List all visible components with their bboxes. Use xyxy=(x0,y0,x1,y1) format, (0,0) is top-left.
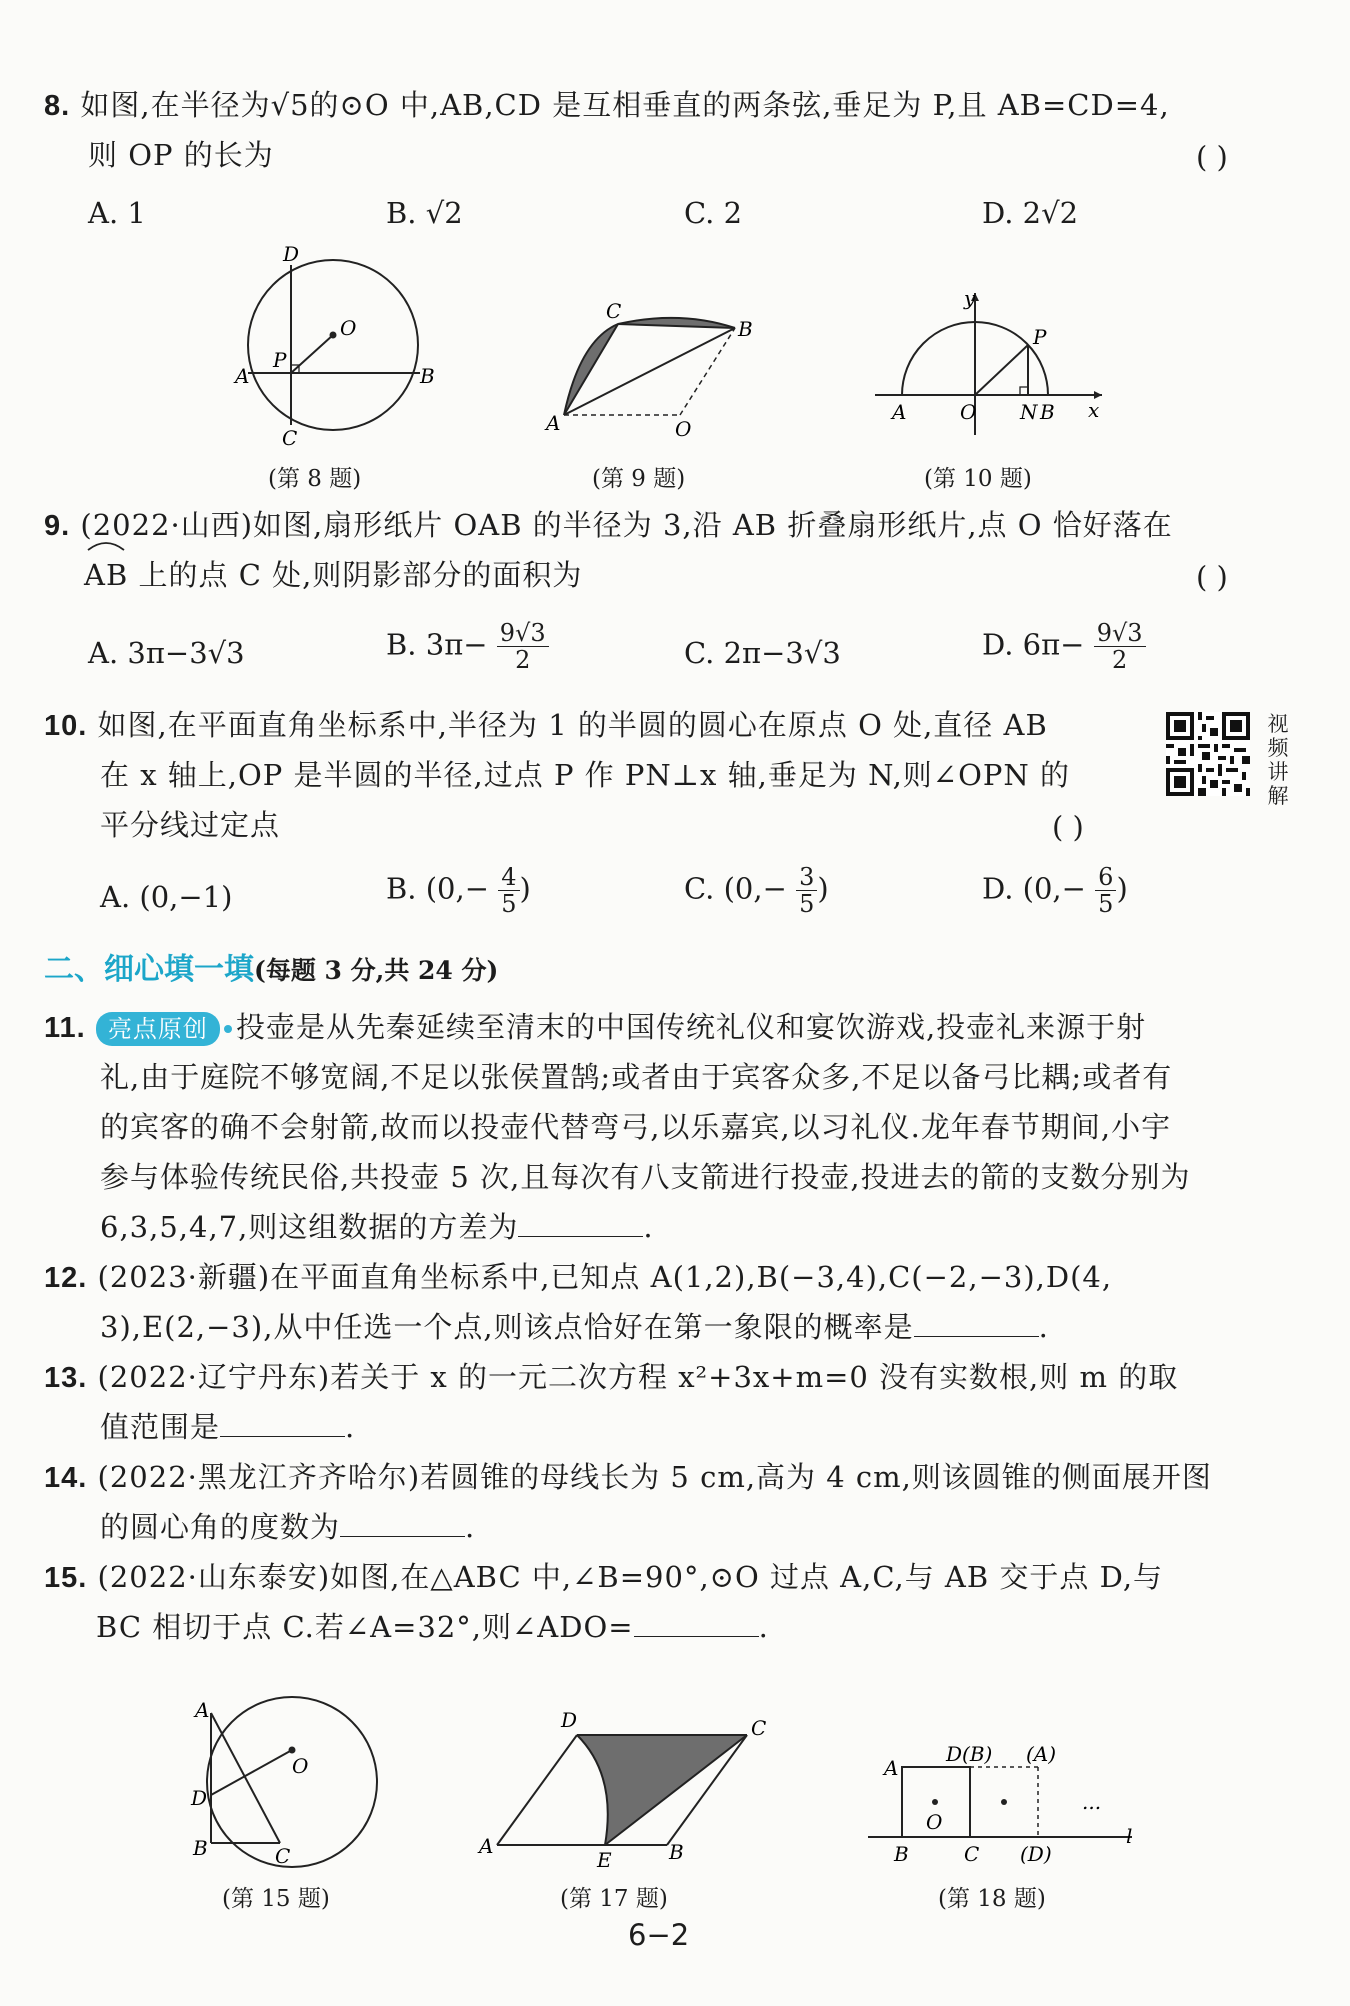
q13-number: 13. xyxy=(44,1362,88,1394)
f8-label-d: D xyxy=(283,242,300,266)
figure-17-caption: (第 17 题) xyxy=(560,1886,668,1912)
q12-text-1: (2023·新疆)在平面直角坐标系中,已知点 A(1,2),B(−3,4),C(−2,−3),D(4, xyxy=(97,1260,1113,1294)
figure-8-caption: (第 8 题) xyxy=(268,466,362,492)
q9-line1 xyxy=(44,500,1173,551)
video-label-char-2: 频 xyxy=(1267,736,1289,760)
f18-label-db: D(B) xyxy=(946,1742,993,1766)
q10-option-d xyxy=(982,864,1128,917)
f15-label-c: C xyxy=(275,1844,291,1868)
q11-line2: 礼,由于庭院不够宽阔,不足以张侯置鹄;或者由于宾客众多,不足以备弓比耦;或者有 xyxy=(100,1060,1173,1094)
q10-option-c xyxy=(684,864,829,917)
q12-line1 xyxy=(44,1252,1112,1303)
f17-label-e: E xyxy=(597,1848,612,1872)
figure-18-caption: (第 18 题) xyxy=(938,1886,1046,1912)
q10-line1 xyxy=(44,700,1048,751)
q8-line2: 则 OP 的长为 xyxy=(88,138,274,172)
q10-option-d-prefix: D. (0,− xyxy=(982,871,1086,906)
q10-option-b-numerator: 4 xyxy=(498,864,519,891)
f8-label-o: O xyxy=(340,316,357,340)
q12-text-2: 3),E(2,−3),从中任选一个点,则该点恰好在第一象限的概率是 xyxy=(100,1310,914,1344)
q9-option-b xyxy=(386,620,549,673)
q14-answer-blank[interactable] xyxy=(340,1508,465,1537)
f15-label-o: O xyxy=(292,1754,309,1778)
q12-line2 xyxy=(100,1302,1049,1352)
q8-option-a: A. 1 xyxy=(88,196,146,230)
q10-option-b-denominator: 5 xyxy=(501,890,517,918)
q12-answer-blank[interactable] xyxy=(914,1308,1039,1337)
q10-line3: 平分线过定点 xyxy=(100,808,281,842)
q10-option-c-prefix: C. (0,− xyxy=(684,871,787,906)
q8-line1 xyxy=(44,80,1170,131)
f15-label-d: D xyxy=(191,1786,208,1810)
f9-label-a: A xyxy=(546,411,561,435)
q8-number: 8. xyxy=(44,90,71,122)
q14-text-1: (2022·黑龙江齐齐哈尔)若圆锥的母线长为 5 cm,高为 4 cm,则该圆锥的侧面展开图 xyxy=(97,1460,1212,1494)
video-explanation-label[interactable] xyxy=(1264,712,1292,808)
q10-option-b xyxy=(386,864,531,917)
q8-option-b: B. √2 xyxy=(386,196,463,230)
figure-17 xyxy=(475,1695,775,1875)
q8-option-c: C. 2 xyxy=(684,196,743,230)
q12-number: 12. xyxy=(44,1262,88,1294)
f15-label-a: A xyxy=(195,1698,210,1722)
q13-line1 xyxy=(44,1352,1178,1403)
f9-label-c: C xyxy=(606,299,622,323)
q13-line2 xyxy=(100,1402,355,1452)
q9-option-b-denominator: 2 xyxy=(515,646,531,674)
f9-label-b: B xyxy=(738,317,753,341)
figure-10 xyxy=(870,285,1110,440)
q9-text-1: (2022·山西)如图,扇形纸片 OAB 的半径为 3,沿 AB 折叠扇形纸片,点 O 恰好落在 xyxy=(80,508,1173,542)
q10-option-d-numerator: 6 xyxy=(1095,864,1116,891)
q10-option-c-fraction xyxy=(796,864,817,917)
q9-option-b-prefix: B. 3π− xyxy=(386,627,488,662)
f10-label-a: A xyxy=(892,400,907,424)
f10-label-b: B xyxy=(1040,400,1055,424)
q10-number: 10. xyxy=(44,710,88,742)
q14-text-2: 的圆心角的度数为 xyxy=(100,1510,341,1544)
f18-label-c: C xyxy=(964,1842,980,1866)
section-2-title: 二、细心填一填 xyxy=(44,952,254,987)
video-label-char-4: 解 xyxy=(1267,784,1289,808)
section-2-header xyxy=(44,944,498,988)
q15-number: 15. xyxy=(44,1562,88,1594)
f15-label-b: B xyxy=(193,1836,208,1860)
q10-option-c-numerator: 3 xyxy=(796,864,817,891)
q11-end: . xyxy=(643,1210,654,1244)
f9-label-o: O xyxy=(675,417,692,441)
q8-option-d: D. 2√2 xyxy=(982,196,1079,230)
q15-line2 xyxy=(96,1602,769,1652)
q14-line2 xyxy=(100,1502,475,1552)
f10-label-n: N xyxy=(1020,400,1038,424)
figure-9 xyxy=(540,300,760,440)
q11-answer-blank[interactable] xyxy=(518,1208,643,1237)
f8-label-b: B xyxy=(420,364,435,388)
q9-option-a: A. 3π−3√3 xyxy=(88,636,245,670)
q11-line5 xyxy=(100,1202,654,1252)
q9-option-d-fraction xyxy=(1094,620,1146,673)
q11-line3: 的宾客的确不会射箭,故而以投壶代替弯弓,以乐嘉宾,以习礼仪.龙年春节期间,小宇 xyxy=(100,1110,1172,1144)
q15-line1 xyxy=(44,1552,1163,1603)
q9-option-b-fraction xyxy=(497,620,549,673)
f8-label-c: C xyxy=(282,426,298,450)
q9-line2: AB 上的点 C 处,则阴影部分的面积为 xyxy=(84,558,583,592)
q14-line1 xyxy=(44,1452,1212,1503)
original-highlight-badge: 亮点原创 xyxy=(96,1012,220,1046)
f10-label-o: O xyxy=(960,400,977,424)
q13-text-2: 值范围是 xyxy=(100,1410,221,1444)
f18-ellipsis: ... xyxy=(1082,1790,1102,1814)
f17-label-d: D xyxy=(561,1708,578,1732)
q8-text-1: 如图,在半径为√5的⊙O 中,AB,CD 是互相垂直的两条弦,垂足为 P,且 AB=CD=4, xyxy=(80,88,1170,122)
q9-option-d-prefix: D. 6π− xyxy=(982,627,1085,662)
f10-label-x: x xyxy=(1088,398,1100,422)
q10-option-b-prefix: B. (0,− xyxy=(386,871,490,906)
f18-label-a: A xyxy=(884,1756,899,1780)
qr-code-icon[interactable] xyxy=(1166,712,1250,796)
q11-number: 11. xyxy=(44,1012,86,1044)
f18-label-b: B xyxy=(894,1842,909,1866)
f17-label-c: C xyxy=(751,1716,767,1740)
q10-option-d-close: ) xyxy=(1116,871,1128,906)
q15-text-2: BC 相切于点 C.若∠A=32°,则∠ADO= xyxy=(96,1610,634,1644)
q9-option-c: C. 2π−3√3 xyxy=(684,636,841,670)
figure-15-caption: (第 15 题) xyxy=(222,1886,330,1912)
f18-label-l: l xyxy=(1126,1824,1133,1848)
q10-option-a: A. (0,−1) xyxy=(100,880,233,914)
q10-line2: 在 x 轴上,OP 是半圆的半径,过点 P 作 PN⊥x 轴,垂足为 N,则∠OPN 的 xyxy=(100,758,1070,792)
f10-label-p: P xyxy=(1033,325,1047,349)
figure-8 xyxy=(230,242,435,450)
q9-number: 9. xyxy=(44,510,71,542)
q13-text-1: (2022·辽宁丹东)若关于 x 的一元二次方程 x²+3x+m=0 没有实数根,则 m 的取 xyxy=(97,1360,1179,1394)
q9-option-d xyxy=(982,620,1146,673)
q10-text-1: 如图,在平面直角坐标系中,半径为 1 的半圆的圆心在原点 O 处,直径 AB xyxy=(97,708,1048,742)
q10-option-b-fraction xyxy=(498,864,519,917)
q15-answer-blank[interactable] xyxy=(634,1608,759,1637)
q10-answer-paren: ( ) xyxy=(1052,810,1084,844)
page-number: 6−2 xyxy=(628,1918,690,1952)
q14-end: . xyxy=(465,1510,476,1544)
q10-option-b-close: ) xyxy=(519,871,531,906)
f17-label-b: B xyxy=(669,1840,684,1864)
q10-option-c-close: ) xyxy=(817,871,829,906)
q15-end: . xyxy=(758,1610,769,1644)
f10-label-y: y xyxy=(964,286,976,310)
f18-label-a-prime: (A) xyxy=(1026,1742,1057,1766)
figure-10-caption: (第 10 题) xyxy=(924,466,1032,492)
q11-text-1: 投壶是从先秦延续至清末的中国传统礼仪和宴饮游戏,投壶礼来源于射 xyxy=(235,1010,1147,1044)
q9-option-d-numerator: 9√3 xyxy=(1094,620,1146,647)
q11-text-5: 6,3,5,4,7,则这组数据的方差为 xyxy=(100,1210,519,1244)
f8-label-p: P xyxy=(273,348,287,372)
video-label-char-3: 讲 xyxy=(1267,760,1289,784)
q11-line4: 参与体验传统民俗,共投壶 5 次,且每次有八支箭进行投壶,投进去的箭的支数分别为 xyxy=(100,1160,1191,1194)
f18-label-o: O xyxy=(926,1810,943,1834)
q9-option-b-numerator: 9√3 xyxy=(497,620,549,647)
q14-number: 14. xyxy=(44,1462,88,1494)
q10-option-d-fraction xyxy=(1095,864,1116,917)
q11-line1 xyxy=(44,1002,1146,1053)
q10-option-d-denominator: 5 xyxy=(1098,890,1114,918)
video-label-char-1: 视 xyxy=(1267,712,1289,736)
q9-option-d-denominator: 2 xyxy=(1111,646,1128,674)
q15-text-1: (2022·山东泰安)如图,在△ABC 中,∠B=90°,⊙O 过点 A,C,与 AB 交于点 D,与 xyxy=(97,1560,1164,1594)
q13-end: . xyxy=(345,1410,356,1444)
figure-15 xyxy=(185,1695,395,1875)
q12-end: . xyxy=(1038,1310,1049,1344)
f8-label-a: A xyxy=(235,364,250,388)
figure-9-caption: (第 9 题) xyxy=(592,466,686,492)
badge-dot-icon xyxy=(224,1025,232,1033)
q8-answer-paren: ( ) xyxy=(1196,140,1228,174)
q10-option-c-denominator: 5 xyxy=(799,890,815,918)
f18-label-d-prime: (D) xyxy=(1020,1842,1052,1866)
q13-answer-blank[interactable] xyxy=(220,1408,345,1437)
q9-answer-paren: ( ) xyxy=(1196,560,1228,594)
figure-18 xyxy=(860,1725,1150,1875)
section-2-note: (每题 3 分,共 24 分) xyxy=(254,956,499,985)
f17-label-a: A xyxy=(479,1834,494,1858)
